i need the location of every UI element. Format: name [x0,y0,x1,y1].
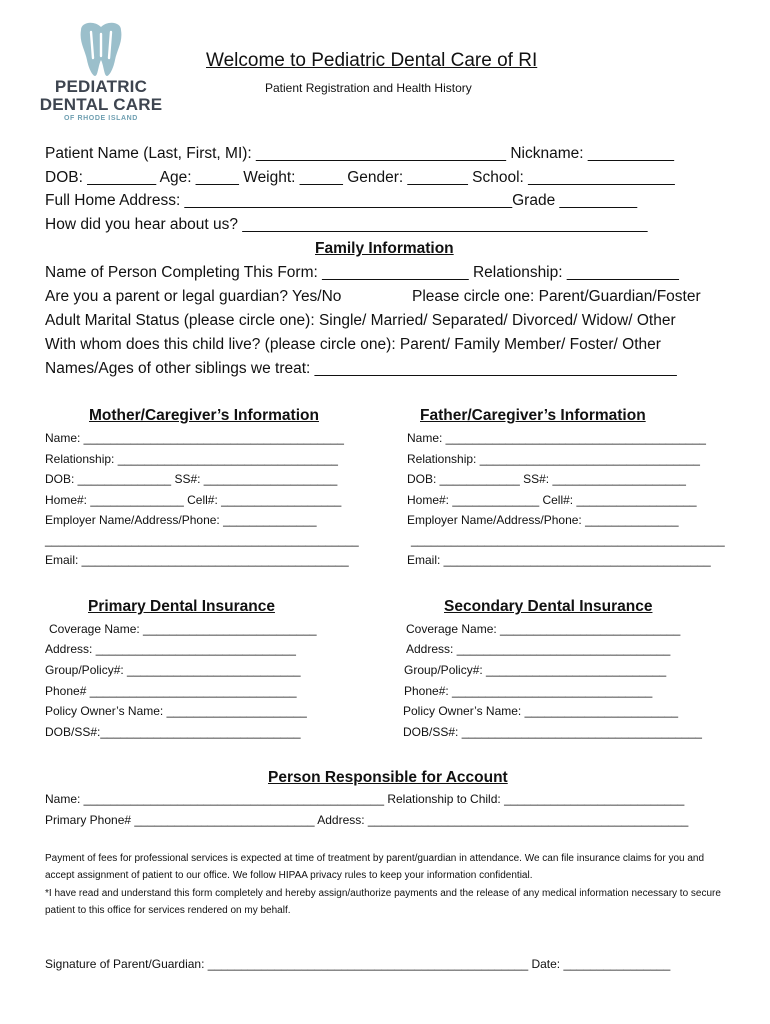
primary-dob-ss-field[interactable]: DOB/SS#:______________________________ [45,725,301,739]
lives-with-row[interactable]: With whom does this child live? (please circle one): Parent/ Family Member/ Foster/ Other [45,336,661,353]
guardian-type-choice[interactable]: Please circle one: Parent/Guardian/Foster [412,288,701,305]
authorization-text: *I have read and understand this form completely and hereby assign/authorize payments and the release of any medical information necessary to secure patient to this office for services rendered on my behalf. [45,888,721,916]
secondary-insurance-heading: Secondary Dental Insurance [444,598,653,615]
father-phone-field[interactable]: Home#: _____________ Cell#: __________________ [407,493,697,507]
mother-employer-line2[interactable]: _______________________________________________ [45,533,359,547]
secondary-coverage-field[interactable]: Coverage Name: ___________________________ [406,622,681,636]
father-employer-field[interactable]: Employer Name/Address/Phone: ______________ [407,513,679,527]
primary-coverage-field[interactable]: Coverage Name: __________________________ [49,622,317,636]
father-email-field[interactable]: Email: ________________________________________ [407,553,711,567]
secondary-owner-field[interactable]: Policy Owner’s Name: _______________________ [403,704,679,718]
responsible-name-row[interactable]: Name: _____________________________________________ Relationship to Child: ___________________________ [45,792,685,806]
primary-phone-field[interactable]: Phone# _______________________________ [45,684,297,698]
marital-status-row[interactable]: Adult Marital Status (please circle one): Single/ Married/ Separated/ Divorced/ Widow/ Other [45,312,676,329]
secondary-phone-field[interactable]: Phone#: ______________________________ [404,684,653,698]
secondary-group-field[interactable]: Group/Policy#: ___________________________ [404,663,667,677]
patient-referral-row[interactable]: How did you hear about us? _______________________________________________ [45,216,648,233]
practice-logo [38,22,164,126]
responsible-phone-row[interactable]: Primary Phone# ___________________________ Address: ________________________________________________ [45,813,689,827]
mother-phone-field[interactable]: Home#: ______________ Cell#: __________________ [45,493,342,507]
secondary-address-field[interactable]: Address: ________________________________ [406,642,671,656]
family-info-heading: Family Information [315,240,454,257]
primary-address-field[interactable]: Address: ______________________________ [45,642,296,656]
mother-employer-field[interactable]: Employer Name/Address/Phone: ______________ [45,513,317,527]
mother-relationship-field[interactable]: Relationship: _________________________________ [45,452,338,466]
father-name-field[interactable]: Name: _______________________________________ [407,431,706,445]
logo-text-line2: DENTAL CARE [39,95,163,114]
patient-name-row[interactable]: Patient Name (Last, First, MI): _____________________________ Nickname: __________ [45,145,675,162]
responsible-party-heading: Person Responsible for Account [268,769,508,786]
page-title: Welcome to Pediatric Dental Care of RI [206,50,538,71]
page-subtitle: Patient Registration and Health History [265,81,472,95]
mother-info-heading: Mother/Caregiver’s Information [89,407,319,424]
primary-insurance-heading: Primary Dental Insurance [88,598,275,615]
logo-text-line3: OF RHODE ISLAND [64,115,138,122]
signature-date-row[interactable]: Signature of Parent/Guardian: ________________________________________________ Date: ________________ [45,957,671,971]
primary-group-field[interactable]: Group/Policy#: __________________________ [45,663,301,677]
logo-text-line1: PEDIATRIC [54,77,148,96]
patient-dob-row[interactable]: DOB: ________ Age: _____ Weight: _____ Gender: _______ School: _________________ [45,169,675,186]
mother-name-field[interactable]: Name: _______________________________________ [45,431,344,445]
form-completer-row[interactable]: Name of Person Completing This Form: _________________ Relationship: _____________ [45,264,679,281]
payment-policy-text: Payment of fees for professional services is expected at time of treatment by parent/guardian in attendance. We can file insurance claims for you and accept assignment of patient to our office. We follow HIPAA privacy rules to keep your information confidential. [45,853,705,881]
guardian-question[interactable]: Are you a parent or legal guardian? Yes/No [45,288,342,305]
primary-owner-field[interactable]: Policy Owner’s Name: _____________________ [45,704,307,718]
father-relationship-field[interactable]: Relationship: _________________________________ [407,452,700,466]
siblings-row[interactable]: Names/Ages of other siblings we treat: __________________________________________ [45,360,677,377]
father-info-heading: Father/Caregiver’s Information [420,407,646,424]
patient-address-row[interactable]: Full Home Address: ______________________________________Grade _________ [45,192,638,209]
father-dob-ss-field[interactable]: DOB: ____________ SS#: ____________________ [407,472,686,486]
secondary-dob-ss-field[interactable]: DOB/SS#: ____________________________________ [403,725,702,739]
mother-dob-ss-field[interactable]: DOB: ______________ SS#: ____________________ [45,472,338,486]
father-employer-line2[interactable]: _______________________________________________ [411,533,725,547]
tooth-icon [38,22,164,78]
mother-email-field[interactable]: Email: ________________________________________ [45,553,349,567]
